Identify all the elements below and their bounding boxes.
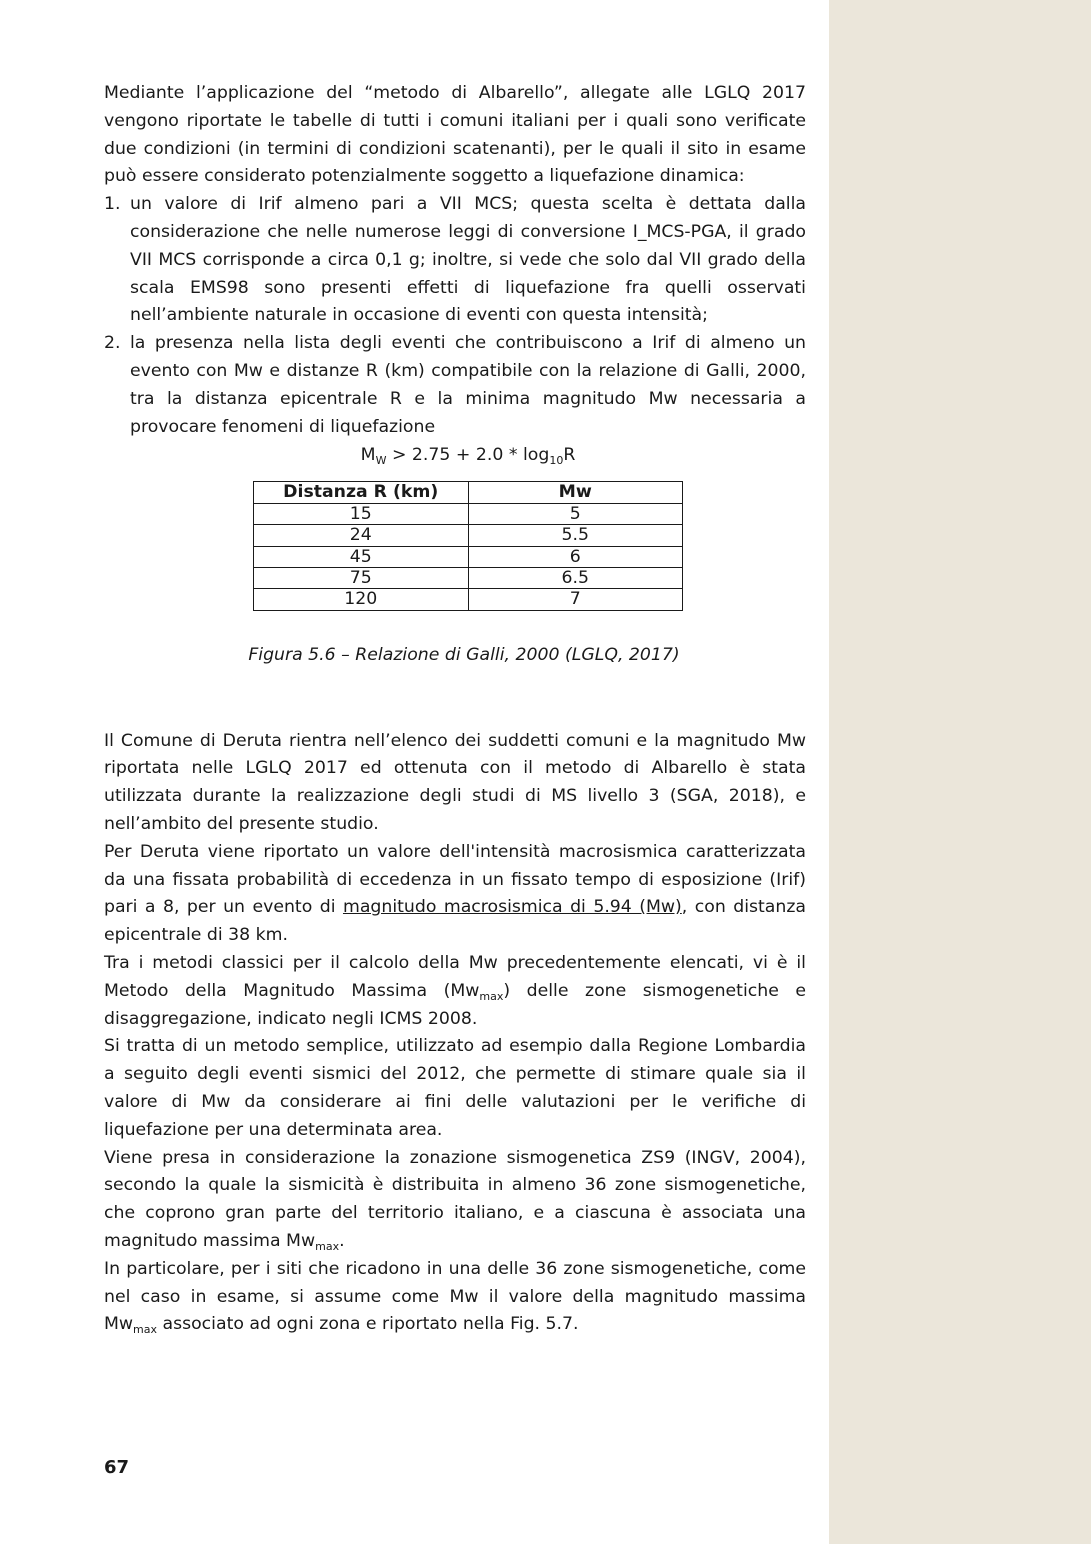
table-cell-distance: 24 [254,525,469,546]
formula-body: > 2.75 + 2.0 * log [386,445,550,466]
paragraph-siti-text: In particolare, per i siti che ricadono in una delle 36 zone sismogenetiche, come nel caso in esame, si assume come Mw il valore della magnitudo massima Mw [104,1258,806,1335]
formula-end: R [563,445,576,466]
table-cell-mw: 5.5 [468,525,683,546]
table-cell-mw: 6.5 [468,567,683,588]
formula-m-subscript: W [375,454,387,468]
underlined-magnitudo: magnitudo macrosismica di 5.94 (Mw) [342,897,682,918]
table-row [254,546,683,567]
table-row [254,525,683,546]
table-cell-distance: 15 [254,503,469,524]
subscript-max: max [133,1323,158,1337]
formula-m: M [360,445,376,466]
table-cell-mw: 6 [468,546,683,567]
galli-table [253,481,683,610]
section-spacer [104,670,806,728]
table-cell-distance: 75 [254,567,469,588]
table-header-mw: Mw [468,482,683,503]
table-row [254,589,683,610]
paragraph-zs9-text: Viene presa in considerazione la zonazione sismogenetica ZS9 (INGV, 2004), secondo la quale la sismicità è distribuita in almeno 36 zone sismogenetiche, che coprono gran parte del territorio italiano, e a ciascuna è associata una magnitudo massima Mw [104,1147,806,1251]
table-header-row [254,482,683,503]
page-content [104,80,806,1339]
paragraph-zs9-end: . [339,1230,345,1251]
table-row [254,503,683,524]
figure-caption: Figura 5.6 – Relazione di Galli, 2000 (LGLQ, 2017) [248,644,680,665]
list-item-text: un valore di Irif almeno pari a VII MCS; questa scelta è dettata dalla considerazione che nelle numerose leggi di conversione I_MCS-PGA, il grado VII MCS corrisponde a circa 0,1 g; inoltre, si vede che solo dal VII grado della scala EMS98 sono presenti effetti di liquefazione fra quelli osservati nell’ambiente naturale in occasione di eventi con questa intensità; [130,194,806,326]
page-number: 67 [104,1457,130,1478]
list-item [104,191,806,330]
intro-paragraph: Mediante l’applicazione del “metodo di Albarello”, allegate alle LGLQ 2017 vengono riportate le tabelle di tutti i comuni italiani per i quali sono verificate due condizioni (in termini di condizioni scatenanti), per le quali il sito in esame può essere considerato potenzialmente soggetto a liquefazione dinamica: [104,83,806,187]
list-item-number: 1. [104,194,121,215]
table-header-distance: Distanza R (km) [254,482,469,503]
paragraph-siti-end: associato ad ogni zona e riportato nella Fig. 5.7. [157,1314,579,1335]
paragraph-siti [104,1256,806,1339]
paragraph-metodi [104,950,806,1033]
list-item [104,330,806,441]
table-cell-distance: 120 [254,589,469,610]
paragraph-irif-text: Per Deruta viene riportato un valore dell'intensità macrosismica caratterizzata da una fissata probabilità di eccedenza in un fissato tempo di esposizione (Irif) pari a 8, per un evento di [104,841,806,918]
table-cell-mw: 5 [468,503,683,524]
paragraph-irif [104,839,806,950]
list-item-number: 2. [104,333,121,354]
table-cell-distance: 45 [254,546,469,567]
paragraph-metodo-semplice: Si tratta di un metodo semplice, utilizzato ad esempio dalla Regione Lombardia a seguito degli eventi sismici del 2012, che permette di stimare quale sia il valore di Mw da considerare ai fini delle valutazioni per le verifiche di liquefazione per una determinata area. [104,1036,806,1140]
paragraph-metodi-end: ) delle zone sismogenetiche e disaggregazione, indicato negli ICMS 2008. [104,980,806,1029]
formula-log-subscript: 10 [549,454,564,468]
list-item-text: la presenza nella lista degli eventi che contribuiscono a Irif di almeno un evento con Mw e distanze R (km) compatibile con la relazione di Galli, 2000, tra la distanza epicentrale R e la minima magnitudo Mw necessaria a provocare fenomeni di liquefazione [130,333,806,437]
subscript-max: max [315,1239,340,1253]
table-cell-mw: 7 [468,589,683,610]
table-row [254,567,683,588]
paragraph-deruta: Il Comune di Deruta rientra nell’elenco dei suddetti comuni e la magnitudo Mw riportata nelle LGLQ 2017 ed ottenuta con il metodo di Albarello è stata utilizzata durante la realizzazione degli studi di MS livello 3 (SGA, 2018), e nell’ambito del presente studio. [104,730,806,834]
paragraph-metodi-text: Tra i metodi classici per il calcolo della Mw precedentemente elencati, vi è il Metodo della Magnitudo Massima (Mw [104,952,806,1001]
paragraph-irif-end: , con distanza epicentrale di 38 km. [104,897,806,946]
subscript-max: max [479,989,504,1003]
page-sidebar-band [829,0,1091,1544]
conditions-list [104,191,806,441]
paragraph-zs9 [104,1145,806,1256]
galli-formula [104,441,806,469]
